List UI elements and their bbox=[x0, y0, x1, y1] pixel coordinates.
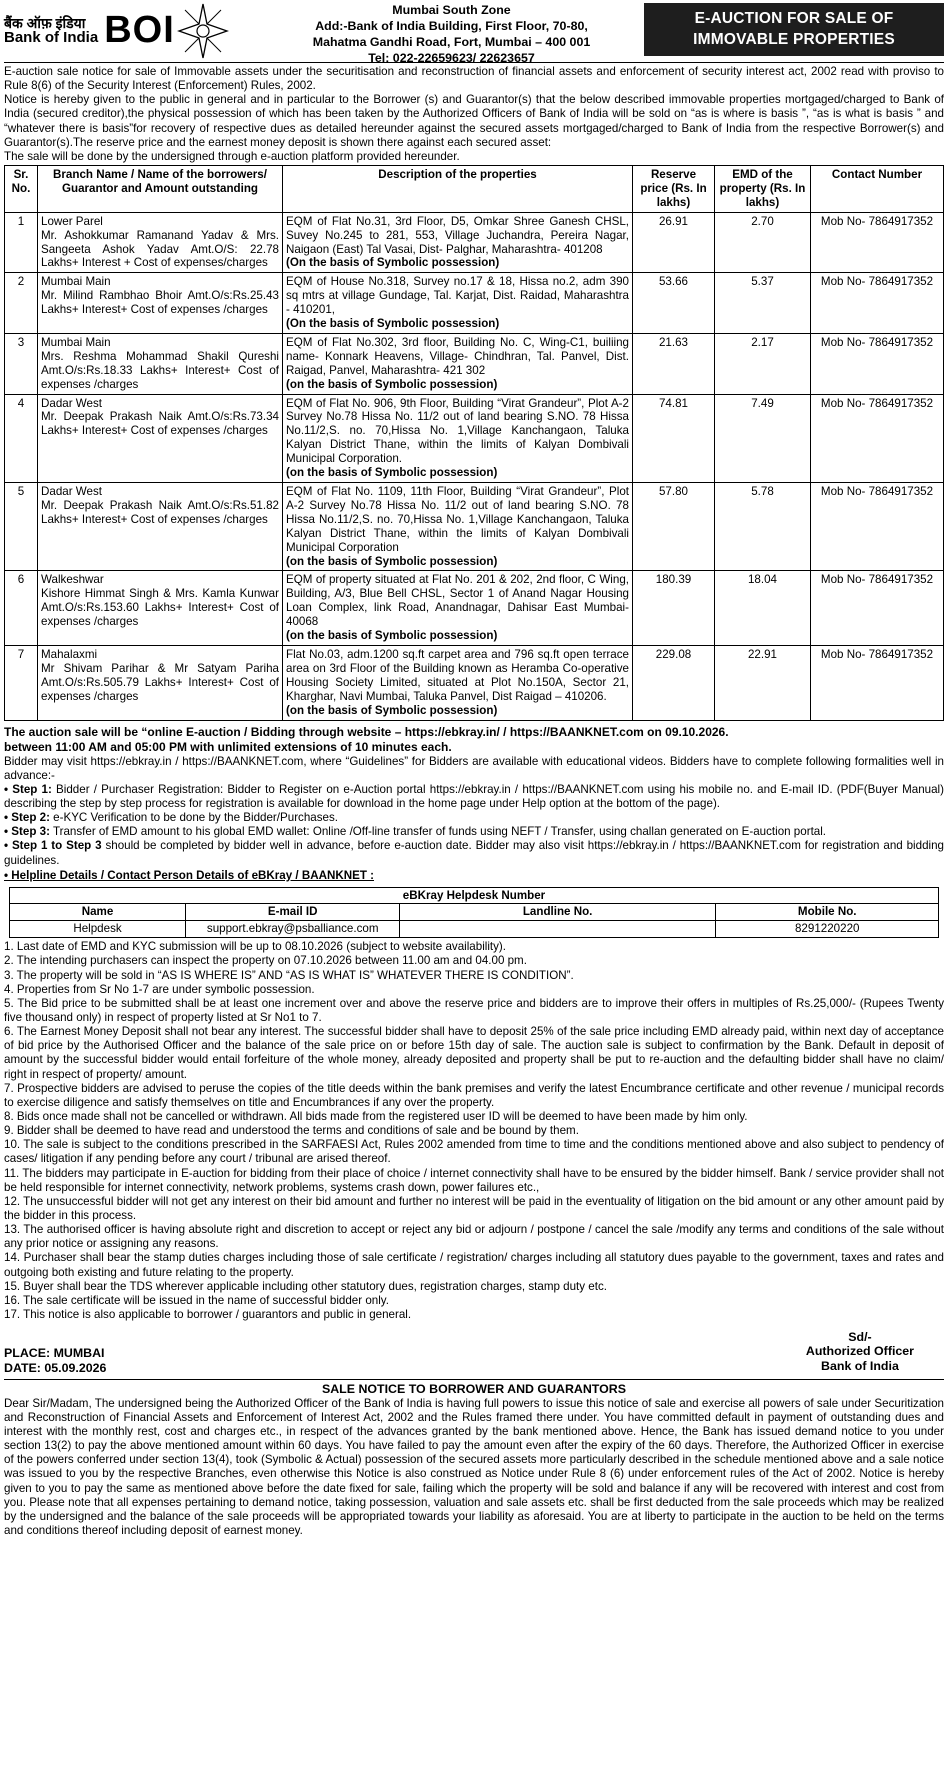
zone-address-line-2: Mahatma Gandhi Road, Fort, Mumbai – 400 001 bbox=[312, 35, 591, 50]
cell-borrower bbox=[38, 645, 283, 720]
term-item: 10. The sale is subject to the conditions prescribed in the SARFAESI Act, Rules 2002 amended from time to time and the conditions mentioned above and also subject to pendency of cases/ litigation if any pending before any court / tribunal are arised thereof. bbox=[4, 1138, 944, 1166]
intro-paragraph-3: The sale will be done by the undersigned through e-auction platform provided hereunder. bbox=[4, 149, 460, 163]
cell-reserve-price: 74.81 bbox=[633, 394, 715, 482]
auction-title-line-2: IMMOVABLE PROPERTIES bbox=[693, 30, 895, 48]
cell-reserve-price: 53.66 bbox=[633, 273, 715, 334]
property-description: EQM of Flat No.302, 3rd floor, Building No. C, Wing-C1, builiing name- Konnark Heavens, Village- Chindhran, Tal. Panvel, Dist. Raigad, Panvel, Maharashtra- 421 302 bbox=[286, 335, 629, 377]
auction-title-box bbox=[644, 3, 944, 56]
cell-sr: 6 bbox=[5, 571, 38, 646]
borrower-details: Mrs. Reshma Mohammad Shakil Qureshi Amt.O/s:Rs.18.33 Lakhs+ Interest+ Cost of expenses /charges bbox=[41, 349, 279, 391]
star-logo-icon bbox=[177, 2, 229, 60]
borrower-details: Mr. Deepak Prakash Naik Amt.O/s:Rs.51.82 Lakhs+ Interest+ Cost of expenses /charges bbox=[41, 498, 279, 526]
cell-contact: Mob No- 7864917352 bbox=[811, 212, 944, 273]
cell-sr: 4 bbox=[5, 394, 38, 482]
term-item: 3. The property will be sold in “AS IS WHERE IS” AND “AS IS WHAT IS” WHATEVER THERE IS CONDITION”. bbox=[4, 968, 574, 982]
possession-type: (on the basis of Symbolic possession) bbox=[286, 703, 498, 717]
branch-name: Mumbai Main bbox=[41, 335, 111, 349]
table-row bbox=[5, 571, 944, 646]
logo-english-text: Bank of India bbox=[4, 29, 99, 47]
step-label: • Step 1 to Step 3 bbox=[4, 839, 102, 853]
cell-reserve-price: 229.08 bbox=[633, 645, 715, 720]
property-description: EQM of Flat No.31, 3rd Floor, D5, Omkar Shree Ganesh CHSL, Suvey No.245 to 281, 553, Village Juchandra, Pereira Nagar, Naigaon (East) Tal Vasai, Dist- Palghar, Maharashtra- 401208 bbox=[286, 214, 629, 256]
term-item: 17. This notice is also applicable to borrower / guarantors and public in general. bbox=[4, 1307, 412, 1321]
table-row bbox=[5, 394, 944, 482]
officer-title: Authorized Officer bbox=[805, 1344, 914, 1359]
helpdesk-landline bbox=[400, 921, 716, 938]
cell-sr: 5 bbox=[5, 483, 38, 571]
cell-contact: Mob No- 7864917352 bbox=[811, 273, 944, 334]
table-row bbox=[5, 645, 944, 720]
col-header-description: Description of the properties bbox=[283, 165, 633, 212]
cell-reserve-price: 57.80 bbox=[633, 483, 715, 571]
zone-address-line-1: Add:-Bank of India Building, First Floor, 70-80, bbox=[315, 19, 588, 34]
cell-borrower bbox=[38, 394, 283, 482]
step-text: should be completed by bidder well in advance, before e-auction date. Bidder may also visit https://ebkray.in / https://BAANKNET.com for registration and bidding guidelines. bbox=[4, 839, 944, 867]
cell-reserve-price: 26.91 bbox=[633, 212, 715, 273]
cell-emd: 5.37 bbox=[715, 273, 811, 334]
branch-name: Walkeshwar bbox=[41, 573, 104, 587]
helpline-title: • Helpline Details / Contact Person Details of eBKray / BAANKNET : bbox=[4, 868, 374, 882]
cell-sr: 3 bbox=[5, 333, 38, 394]
step-label: • Step 1: bbox=[4, 782, 52, 796]
logo-abbr: BOI bbox=[104, 9, 175, 52]
property-description: EQM of House No.318, Survey no.17 & 18, Hissa no.2, adm 390 sq mtrs at village Gundage, Tal. Karjat, Dist. Raidad, Maharashtra - 410201, bbox=[286, 275, 629, 317]
property-description: EQM of Flat No. 1109, 11th Floor, Building “Virat Grandeur”, Plot A-2 Survey No.78 Hissa No. 11/2 out of land bearing S.NO. 78 Hissa No.11/2,S. no. 70,Hissa No. 1,Village Kanchangaon, Taluka Kalyan District Thane, within the limits of Kalyan Dombivali Municipal Corporation bbox=[286, 485, 629, 554]
branch-name: Mumbai Main bbox=[41, 275, 111, 289]
cell-contact: Mob No- 7864917352 bbox=[811, 645, 944, 720]
term-item: 9. Bidder shall be deemed to have read and understood the terms and conditions of sale and be bound by them. bbox=[4, 1124, 579, 1138]
cell-description bbox=[283, 483, 633, 571]
notice-page bbox=[4, 0, 944, 1538]
cell-borrower bbox=[38, 483, 283, 571]
cell-contact: Mob No- 7864917352 bbox=[811, 483, 944, 571]
property-description: EQM of property situated at Flat No. 201 & 202, 2nd floor, C Wing, Building, A/3, Blue Bell CHSL, Sector 1 of Anand Nagar Housing Loan Complex, link Road, Anandnagar, Dahisar East Mumbai- 40068 bbox=[286, 573, 629, 629]
term-item: 2. The intending purchasers can inspect the property on 07.10.2026 between 11.00 am and 04.00 pm. bbox=[4, 954, 527, 968]
step-item bbox=[4, 783, 944, 811]
intro-paragraph-2: Notice is hereby given to the public in general and in particular to the Borrower (s) and Guarantor(s) that the below described immovable properties mortgaged/charged to Bank of India (secured creditor),the physical possession of which has been taken by the Authorized Officers of Bank of India will be sold on “as is where is basis ”, “as is what is basis ” and “whatever there is basis”for recovery of respective dues as detailed hereunder against the secured assets mortgaged/charged to Bank of India from the respective Borrower(s) and Guarantor(s).The reserve price and the earnest money deposit is shown there against each secured asset: bbox=[4, 93, 944, 149]
officer-bank: Bank of India bbox=[821, 1358, 899, 1373]
cell-borrower bbox=[38, 333, 283, 394]
cell-borrower bbox=[38, 273, 283, 334]
cell-emd: 2.17 bbox=[715, 333, 811, 394]
step-text: Bidder / Purchaser Registration: Bidder to Register on e-Auction portal https://ebkray.in / https://BAANKNET.com using his mobile no. and E-mail ID. (PDF(Buyer Manual) describing the step by step process for registration is available for download in the home page under Help option at the bottom of the page). bbox=[4, 782, 944, 810]
table-header-row bbox=[5, 165, 944, 212]
term-item: 5. The Bid price to be submitted shall be at least one increment over and above the reserve price and bidders are to improve their offers in multiples of Rs.25,000/- (Rupees Twenty five thousand only) in respect of property listed at Sr No1 to 7. bbox=[4, 996, 944, 1024]
cell-emd: 18.04 bbox=[715, 571, 811, 646]
table-row bbox=[5, 333, 944, 394]
step-text: Transfer of EMD amount to his global EMD wallet: Online /Off-line transfer of funds using NEFT / Transfer, using challan generated on E-auction portal. bbox=[49, 825, 827, 839]
step-item bbox=[4, 825, 944, 839]
step-item bbox=[4, 811, 944, 825]
cell-description bbox=[283, 571, 633, 646]
bank-logo bbox=[4, 0, 259, 62]
possession-type: (on the basis of Symbolic possession) bbox=[286, 377, 498, 391]
cell-emd: 2.70 bbox=[715, 212, 811, 273]
helpdesk-col-email: E-mail ID bbox=[186, 904, 400, 921]
possession-type: (on the basis of Symbolic possession) bbox=[286, 554, 498, 568]
intro-text bbox=[4, 65, 944, 164]
helpdesk-col-mobile: Mobile No. bbox=[716, 904, 939, 921]
step-label: • Step 3: bbox=[4, 825, 50, 839]
possession-type: (On the basis of Symbolic possession) bbox=[286, 256, 500, 270]
helpdesk-table-title: eBKray Helpdesk Number bbox=[9, 887, 939, 904]
sale-notice-text: Dear Sir/Madam, The undersigned being the Authorized Officer of the Bank of India is having full powers to issue this notice of sale and exercise all powers of sale under Securitization and Reconstruction of Financial Assets and Enforcement of Interest Act, 2002 and the Rules framed there under. You have committed default in payment of outstanding dues and interest with the monthly rest, cost and charges etc., in respect of the advances granted by the bank mentioned above. Hence, the Bank has issued demand notice to you under section 13(2) to pay the above mentioned amount within 60 days. You have failed to pay the amount even after the expiry of the 60 days. Therefore, the Authorized Officer in exercise of the powers conferred under section 13(4), took (Symbolic & Actual) possession of the secured assets more particularly described in the schedule mentioned above and a sale notice was issued to you by the respective Branches, even otherwise this Notice is also construed as Notice under Rule 8 (6) under enforcement rules of the Act of 2002. Notice is hereby given to you to pay the same as mentioned above before the date fixed for sale, failing which the property will be sold and balance if any will be recovered with interest and cost from you. Please note that all expenses pertaining to demand notice, taking possession, valuation and sale assets etc. shall be first deducted from the sale proceeds which may be realized by the undersigned and the balance of the sale proceeds will be appropriated towards your liability as aforesaid. You are at liberty to participate in the auction to be held on the terms and conditions thereof including deposit of earnest money. bbox=[4, 1396, 944, 1537]
sale-notice-title: SALE NOTICE TO BORROWER AND GUARANTORS bbox=[4, 1379, 944, 1397]
step-item bbox=[4, 839, 944, 867]
cell-description bbox=[283, 394, 633, 482]
cell-description bbox=[283, 273, 633, 334]
possession-type: (on the basis of Symbolic possession) bbox=[286, 629, 498, 643]
cell-contact: Mob No- 7864917352 bbox=[811, 333, 944, 394]
branch-name: Mahalaxmi bbox=[41, 647, 98, 661]
borrower-details: Mr Shivam Parihar & Mr Satyam Pariha Amt.O/s:Rs.505.79 Lakhs+ Interest+ Cost of expenses /charges bbox=[41, 661, 279, 703]
registration-steps bbox=[4, 783, 944, 868]
branch-name: Dadar West bbox=[41, 396, 102, 410]
term-item: 16. The sale certificate will be issued in the name of successful bidder only. bbox=[4, 1293, 389, 1307]
helpdesk-email: support.ebkray@psballiance.com bbox=[186, 921, 400, 938]
table-row bbox=[5, 212, 944, 273]
cell-emd: 7.49 bbox=[715, 394, 811, 482]
place: PLACE: MUMBAI bbox=[4, 1346, 105, 1361]
property-description: Flat No.03, adm.1200 sq.ft carpet area and 796 sq.ft open terrace area on 3rd Floor of the Building known as Heramba Co-operative Housing Society Limited, situated at Plot No.150A, Sector 21, Kharghar, Navi Mumbai, Taluka Panvel, Dist Raigad – 410206. bbox=[286, 647, 629, 703]
intro-paragraph-1: E-auction sale notice for sale of Immovable assets under the securitisation and reconstruction of financial assets and enforcement of security interest act, 2002 read with proviso to Rule 8(6) of the Security Interest (Enforcement) Rules, 2002. bbox=[4, 65, 944, 93]
helpdesk-row bbox=[9, 921, 939, 938]
logo-hindi-text: बैंक ऑफ़ इंडिया bbox=[4, 14, 86, 31]
helpdesk-table bbox=[9, 887, 940, 939]
col-header-sr: Sr. No. bbox=[5, 165, 38, 212]
term-item: 12. The unsuccessful bidder will not get any interest on their bid amount and further no interest will be paid in the eventuality of litigation on the bid amount or any other amount paid by the bidder in this process. bbox=[4, 1194, 944, 1222]
header bbox=[4, 0, 944, 66]
term-item: 11. The bidders may participate in E-auction for bidding from their place of choice / internet connectivity shall have to be ensured by the bidder himself. Bank / service provider shall not be held responsible for internet connectivity, network problems, systems crash down, power failures etc., bbox=[4, 1166, 944, 1194]
zone-phone: Tel: 022-22659623/ 22623657 bbox=[368, 51, 535, 66]
signature-block bbox=[4, 1330, 944, 1376]
auction-schedule-line-2: between 11:00 AM and 05:00 PM with unlimited extensions of 10 minutes each. bbox=[4, 739, 452, 754]
terms-list bbox=[4, 940, 944, 1322]
possession-type: (on the basis of Symbolic possession) bbox=[286, 466, 498, 480]
term-item: 4. Properties from Sr No 1-7 are under symbolic possession. bbox=[4, 982, 315, 996]
helpdesk-header-row bbox=[9, 904, 939, 921]
term-item: 13. The authorised officer is having absolute right and discretion to accept or reject any bid or adjourn / postpone / cancel the sale /modify any terms and conditions of the sale without any prior notice or assigning any reasons. bbox=[4, 1223, 944, 1251]
signed-mark: Sd/- bbox=[848, 1330, 872, 1345]
borrower-details: Mr. Milind Rambhao Bhoir Amt.O/s:Rs.25.43 Lakhs+ Interest+ Cost of expenses /charges bbox=[41, 289, 279, 317]
properties-table bbox=[4, 165, 944, 721]
step-text: e-KYC Verification to be done by the Bidder/Purchases. bbox=[49, 811, 339, 825]
cell-description bbox=[283, 333, 633, 394]
cell-sr: 1 bbox=[5, 212, 38, 273]
auction-schedule bbox=[4, 725, 944, 755]
helpdesk-name: Helpdesk bbox=[9, 921, 186, 938]
place-date bbox=[4, 1330, 106, 1376]
cell-borrower bbox=[38, 571, 283, 646]
zone-name: Mumbai South Zone bbox=[392, 3, 511, 17]
possession-type: (On the basis of Symbolic possession) bbox=[286, 317, 500, 331]
cell-reserve-price: 21.63 bbox=[633, 333, 715, 394]
branch-name: Dadar West bbox=[41, 485, 102, 499]
term-item: 6. The Earnest Money Deposit shall not bear any interest. The successful bidder shall have to deposit 25% of the sale price including EMD already paid, within next day of acceptance of bid price by the Authorised Officer and the balance of the sale price on or before 15th day of sale. The auction sale is subject to confirmation by the Bank. Default in deposit of amount by the successful bidder would entail forfeiture of the whole money, already deposited and property shall be put to re-auction and the defaulting bidder shall have no claim/ right in respect of property/ amount. bbox=[4, 1025, 944, 1081]
bidder-guidelines: Bidder may visit https://ebkray.in / https://BAANKNET.com, where “Guidelines” for Bidders are available with educational videos. Bidders have to complete following formalities well in advance:- bbox=[4, 754, 944, 782]
officer-signature bbox=[806, 1330, 914, 1376]
property-description: EQM of Flat No. 906, 9th Floor, Building “Virat Grandeur”, Plot A-2 Survey No.78 Hissa No. 11/2 out of land bearing S.NO. 78 Hissa No.11/2,S. no. 70,Hissa No. 1,Village Kanchangaon, Taluka Kalyan District Thane, within the limits of Kalyan Dombivali Municipal Corporation. bbox=[286, 396, 629, 466]
cell-sr: 2 bbox=[5, 273, 38, 334]
helpdesk-col-name: Name bbox=[9, 904, 186, 921]
term-item: 8. Bids once made shall not be cancelled or withdrawn. All bids made from the registered user ID will be deemed to have been made by him only. bbox=[4, 1109, 748, 1123]
auction-title-line-1: E-AUCTION FOR SALE OF bbox=[694, 9, 894, 27]
borrower-details: Mr. Deepak Prakash Naik Amt.O/s:Rs.73.34 Lakhs+ Interest+ Cost of expenses /charges bbox=[41, 410, 279, 438]
cell-contact: Mob No- 7864917352 bbox=[811, 394, 944, 482]
cell-sr: 7 bbox=[5, 645, 38, 720]
col-header-branch: Branch Name / Name of the borrowers/ Guarantor and Amount outstanding bbox=[38, 165, 283, 212]
table-row bbox=[5, 483, 944, 571]
cell-emd: 22.91 bbox=[715, 645, 811, 720]
term-item: 15. Buyer shall bear the TDS wherever applicable including other statutory dues, registration charges, stamp duty etc. bbox=[4, 1279, 607, 1293]
branch-name: Lower Parel bbox=[41, 214, 103, 228]
cell-description bbox=[283, 645, 633, 720]
borrower-details: Kishore Himmat Singh & Mrs. Kamla Kunwar Amt.O/s:Rs.153.60 Lakhs+ Interest+ Cost of expenses /charges bbox=[41, 587, 279, 629]
cell-contact: Mob No- 7864917352 bbox=[811, 571, 944, 646]
cell-description bbox=[283, 212, 633, 273]
col-header-reserve-price: Reserve price (Rs. In lakhs) bbox=[633, 165, 715, 212]
col-header-contact: Contact Number bbox=[811, 165, 944, 212]
term-item: 14. Purchaser shall bear the stamp duties charges including those of sale certificate / registration/ charges including all statutory dues payable to the government, taxes and rates and outgoing both existing and future relating to the property. bbox=[4, 1251, 944, 1279]
col-header-emd: EMD of the property (Rs. In lakhs) bbox=[715, 165, 811, 212]
cell-emd: 5.78 bbox=[715, 483, 811, 571]
cell-borrower bbox=[38, 212, 283, 273]
helpdesk-mobile: 8291220220 bbox=[716, 921, 939, 938]
table-row bbox=[5, 273, 944, 334]
step-label: • Step 2: bbox=[4, 811, 50, 825]
zone-address bbox=[259, 0, 644, 66]
term-item: 7. Prospective bidders are advised to peruse the copies of the title deeds within the bank premises and verify the latest Encumbrance certificate and other revenue / municipal records to exercise diligence and satisfy themselves on title and Encumbrances if any over the property. bbox=[4, 1081, 944, 1109]
borrower-details: Mr. Ashokkumar Ramanand Yadav & Mrs. Sangeeta Ashok Yadav Amt.O/S: 22.78 Lakhs+ Interest + Cost of expenses/charges bbox=[41, 228, 279, 270]
helpdesk-col-landline: Landline No. bbox=[400, 904, 716, 921]
auction-schedule-line-1: The auction sale will be “online E-auction / Bidding through website – https://ebkray.in/ / https://BAANKNET.com on 09.10.2026. bbox=[4, 724, 729, 739]
date: DATE: 05.09.2026 bbox=[4, 1360, 107, 1375]
cell-reserve-price: 180.39 bbox=[633, 571, 715, 646]
term-item: 1. Last date of EMD and KYC submission will be up to 08.10.2026 (subject to website availability). bbox=[4, 940, 507, 954]
